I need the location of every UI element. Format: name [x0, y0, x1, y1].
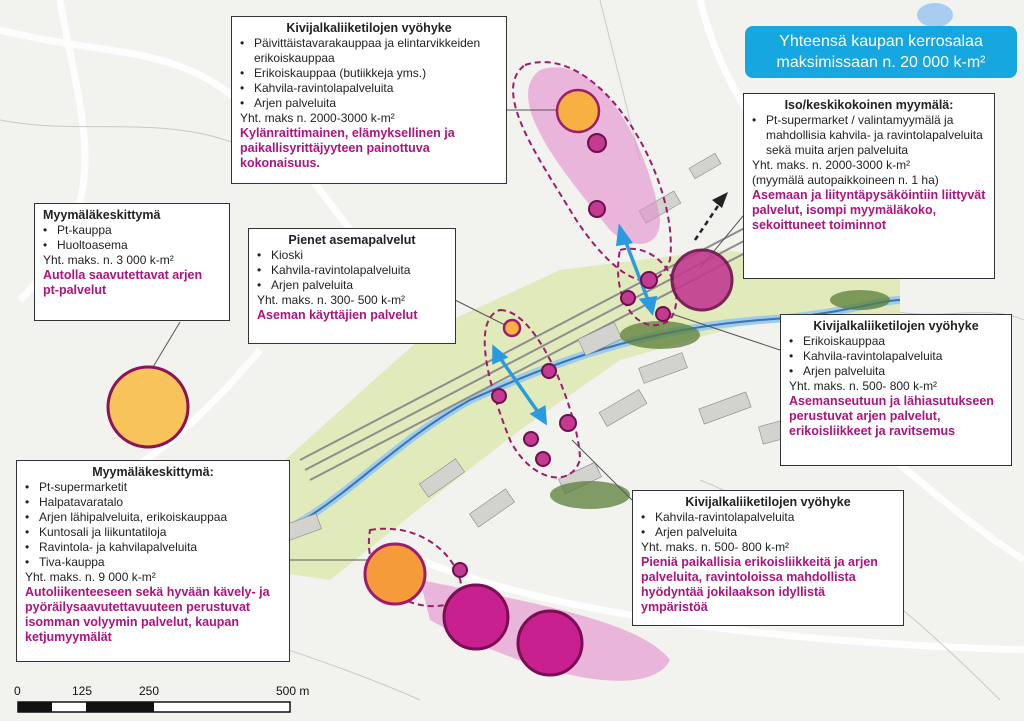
- callout-note: Autoliikenteeseen sekä hyvään kävely- ja pyöräilysaavutettavuuteen perustuvat isomman volyymin palvelut, kaupan ketjumyymälät: [25, 585, 270, 644]
- list-item: • Arjen palveluita: [789, 364, 1003, 379]
- callout-total-note: (myymälä autopaikkoineen n. 1 ha): [752, 173, 939, 187]
- list-item: • Kuntosali ja liikuntatiloja: [25, 525, 281, 540]
- callout-list: [641, 510, 895, 540]
- scale-label-0: 0: [14, 684, 21, 698]
- list-item: • Pt-supermarket / valintamyymälä ja mahdollisia kahvila- ja ravintolapalveluita sekä muita arjen palveluita: [752, 113, 986, 158]
- orange-circle-top: [557, 90, 599, 132]
- orange-circle-south: [365, 544, 425, 604]
- scale-label-250: 250: [139, 684, 160, 698]
- list-item: • Päivittäistavarakauppaa ja elintarvikkeiden erikoiskauppaa: [240, 36, 498, 66]
- list-item: • Arjen palveluita: [257, 278, 447, 293]
- orange-circle-west: [108, 367, 188, 447]
- scale-bar-graphic: [14, 698, 314, 718]
- list-item: • Arjen lähipalveluita, erikoiskauppaa: [25, 510, 281, 525]
- list-item: • Pt-supermarketit: [25, 480, 281, 495]
- magenta-circle-store: [672, 250, 732, 310]
- list-item: • Kioski: [257, 248, 447, 263]
- callout-total: Yht. maks. n. 2000-3000 k-m²: [752, 158, 911, 172]
- callout-list: [752, 113, 986, 158]
- callout-west-center: [34, 203, 230, 321]
- list-item: • Arjen palveluita: [240, 96, 498, 111]
- scale-label-500: 500 m: [276, 684, 310, 698]
- callout-river-zone: [632, 490, 904, 626]
- callout-list: [789, 334, 1003, 379]
- total-floor-area-banner: [745, 26, 1017, 78]
- callout-title: Kivijalkaliiketilojen vyöhyke: [286, 21, 452, 35]
- callout-east-zone: [780, 314, 1012, 466]
- list-item: • Tiva-kauppa: [25, 555, 281, 570]
- list-item: • Huoltoasema: [43, 238, 221, 253]
- scale-bar: [14, 684, 324, 718]
- callout-total: Yht. maks n. 2000-3000 k-m²: [240, 111, 395, 125]
- callout-total: Yht. maks. n. 9 000 k-m²: [25, 570, 156, 584]
- list-item: • Kahvila-ravintolapalveluita: [257, 263, 447, 278]
- callout-title: Pienet asemapalvelut: [288, 233, 416, 247]
- orange-circle-station: [504, 320, 520, 336]
- callout-total: Yht. maks. n. 500- 800 k-m²: [789, 379, 938, 393]
- callout-list: [240, 36, 498, 111]
- callout-title: Myymäläkeskittymä:: [92, 465, 214, 479]
- callout-note: Kylänraittimainen, elämyksellinen ja paikallisyrittäjyyteen painottuva kokonaisuus.: [240, 126, 455, 170]
- callout-title: Myymäläkeskittymä: [43, 208, 161, 222]
- list-item: • Kahvila-ravintolapalveluita: [789, 349, 1003, 364]
- callout-title: Kivijalkaliiketilojen vyöhyke: [813, 319, 979, 333]
- callout-note: Pieniä paikallisia erikoisliikkeitä ja arjen palveluita, ravintoloissa mahdollista hyödyntää jokilaakson idyllistä ympäristöä: [641, 555, 878, 614]
- callout-list: [25, 480, 281, 570]
- callout-total: Yht. maks. n. 300- 500 k-m²: [257, 293, 406, 307]
- callout-list: [257, 248, 447, 293]
- callout-title: Iso/keskikokoinen myymälä:: [784, 98, 954, 112]
- callout-top-zone: [231, 16, 507, 184]
- list-item: • Kahvila-ravintolapalveluita: [641, 510, 895, 525]
- callout-note: Asemaan ja liityntäpysäköintiin liittyvät palvelut, isompi myymäläkoko, sekoittuneet toiminnot: [752, 188, 986, 232]
- list-item: • Arjen palveluita: [641, 525, 895, 540]
- banner-line-2: maksimissaan n. 20 000 k-m²: [776, 54, 986, 71]
- callout-total: Yht. maks. n. 3 000 k-m²: [43, 253, 174, 267]
- scale-label-125: 125: [72, 684, 93, 698]
- list-item: • Pt-kauppa: [43, 223, 221, 238]
- list-item: • Halpatavaratalo: [25, 495, 281, 510]
- list-item: • Erikoiskauppaa (butiikkeja yms.): [240, 66, 498, 81]
- list-item: • Erikoiskauppaa: [789, 334, 1003, 349]
- callout-store: [743, 93, 995, 279]
- callout-note: Autolla saavutettavat arjen pt-palvelut: [43, 268, 203, 297]
- magenta-circle-south-2: [518, 611, 582, 675]
- magenta-circle-south-1: [444, 585, 508, 649]
- callout-note: Asemanseutuun ja lähiasutukseen perustuvat arjen palvelut, erikoisliikkeet ja ravitsemus: [789, 394, 994, 438]
- callout-station: [248, 228, 456, 344]
- callout-total: Yht. maks. n. 500- 800 k-m²: [641, 540, 790, 554]
- banner-line-1: Yhteensä kaupan kerrosalaa: [779, 33, 983, 50]
- callout-title: Kivijalkaliiketilojen vyöhyke: [685, 495, 851, 509]
- callout-south-center: [16, 460, 290, 662]
- callout-note: Aseman käyttäjien palvelut: [257, 308, 418, 322]
- list-item: • Kahvila-ravintolapalveluita: [240, 81, 498, 96]
- callout-list: [43, 223, 221, 253]
- list-item: • Ravintola- ja kahvilapalveluita: [25, 540, 281, 555]
